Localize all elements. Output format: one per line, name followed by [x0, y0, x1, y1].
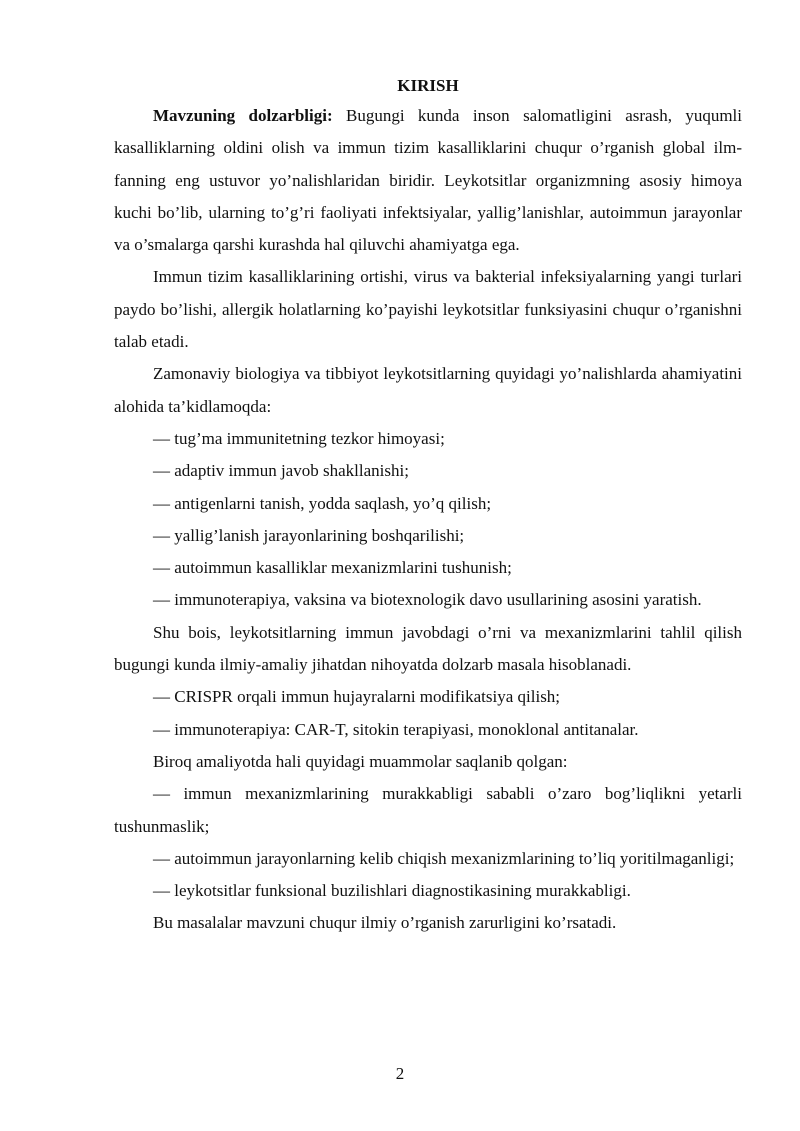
paragraph-3: Shu bois, leykotsitlarning immun javobdagi o’rni va mexanizmlarini tahlil qilish bugungi kunda ilmiy-amaliy jihatdan nihoyatda dolzarb masala hisoblanadi. — [114, 622, 742, 675]
list-item: — autoimmun kasalliklar mexanizmlarini tushunish; — [153, 558, 512, 578]
paragraph-1: Immun tizim kasalliklarining ortishi, virus va bakterial infeksiyalarning yangi turlari paydo bo’lishi, allergik holatlarning ko’payishi leykotsitlar funksiyasini chuqur o’rganishni talab etadi. — [114, 267, 742, 352]
list-item: — yallig’lanish jarayonlarining boshqarilishi; — [153, 525, 465, 545]
list-item: — immunoterapiya, vaksina va biotexnologik davo usullarining asosini yaratish. — [153, 590, 702, 610]
intro-text: Bugungi kunda inson salomatligini asrash, yuqumli kasalliklarning oldini olish va immun tizim kasalliklarini chuqur o’rganish global ilm-fanning eng ustuvor yo’nalishlaridan biridir. Leykotsitlar organizmning asosiy himoya kuchi bo’lib, ularning to’g’ri faoliyati infektsiyalar, yallig’lanishlar, autoimmun jarayonlar va o’smalarga qarshi kurashda hal qiluvchi ahamiyatga ega. — [114, 106, 742, 255]
list-item: — immunoterapiya: CAR-T, sitokin terapiyasi, monoklonal antitanalar. — [153, 719, 639, 739]
list-item: — antigenlarni tanish, yodda saqlash, yo’q qilish; — [153, 493, 492, 513]
list-item: — immun mexanizmlarining murakkabligi sababli o’zaro bog’liqlikni yetarli tushunmaslik; — [114, 784, 742, 836]
list-item: — CRISPR orqali immun hujayralarni modifikatsiya qilish; — [153, 687, 561, 707]
list-item: — leykotsitlar funksional buzilishlari diagnostikasining murakkabligi. — [153, 881, 631, 901]
page-number: 2 — [395, 1064, 405, 1083]
list-item: — tug’ma immunitetning tezkor himoyasi; — [153, 428, 445, 448]
section-heading: KIRISH — [397, 76, 459, 95]
list-item: — autoimmun jarayonlarning kelib chiqish mexanizmlarining to’liq yoritilmaganligi; — [153, 848, 735, 868]
intro-paragraph — [114, 100, 742, 261]
document-page — [114, 76, 742, 940]
paragraph-5: Bu masalalar mavzuni chuqur ilmiy o’rganish zarurligini ko’rsatadi. — [153, 913, 617, 933]
list-item: — adaptiv immun javob shakllanishi; — [153, 461, 409, 481]
paragraph-2: Zamonaviy biologiya va tibbiyot leykotsitlarning quyidagi yo’nalishlarda ahamiyatini alohida ta’kidlamoqda: — [114, 364, 742, 416]
paragraph-4: Biroq amaliyotda hali quyidagi muammolar saqlanib qolgan: — [153, 751, 568, 771]
intro-lead: Mavzuning dolzarbligi: — [153, 106, 333, 125]
